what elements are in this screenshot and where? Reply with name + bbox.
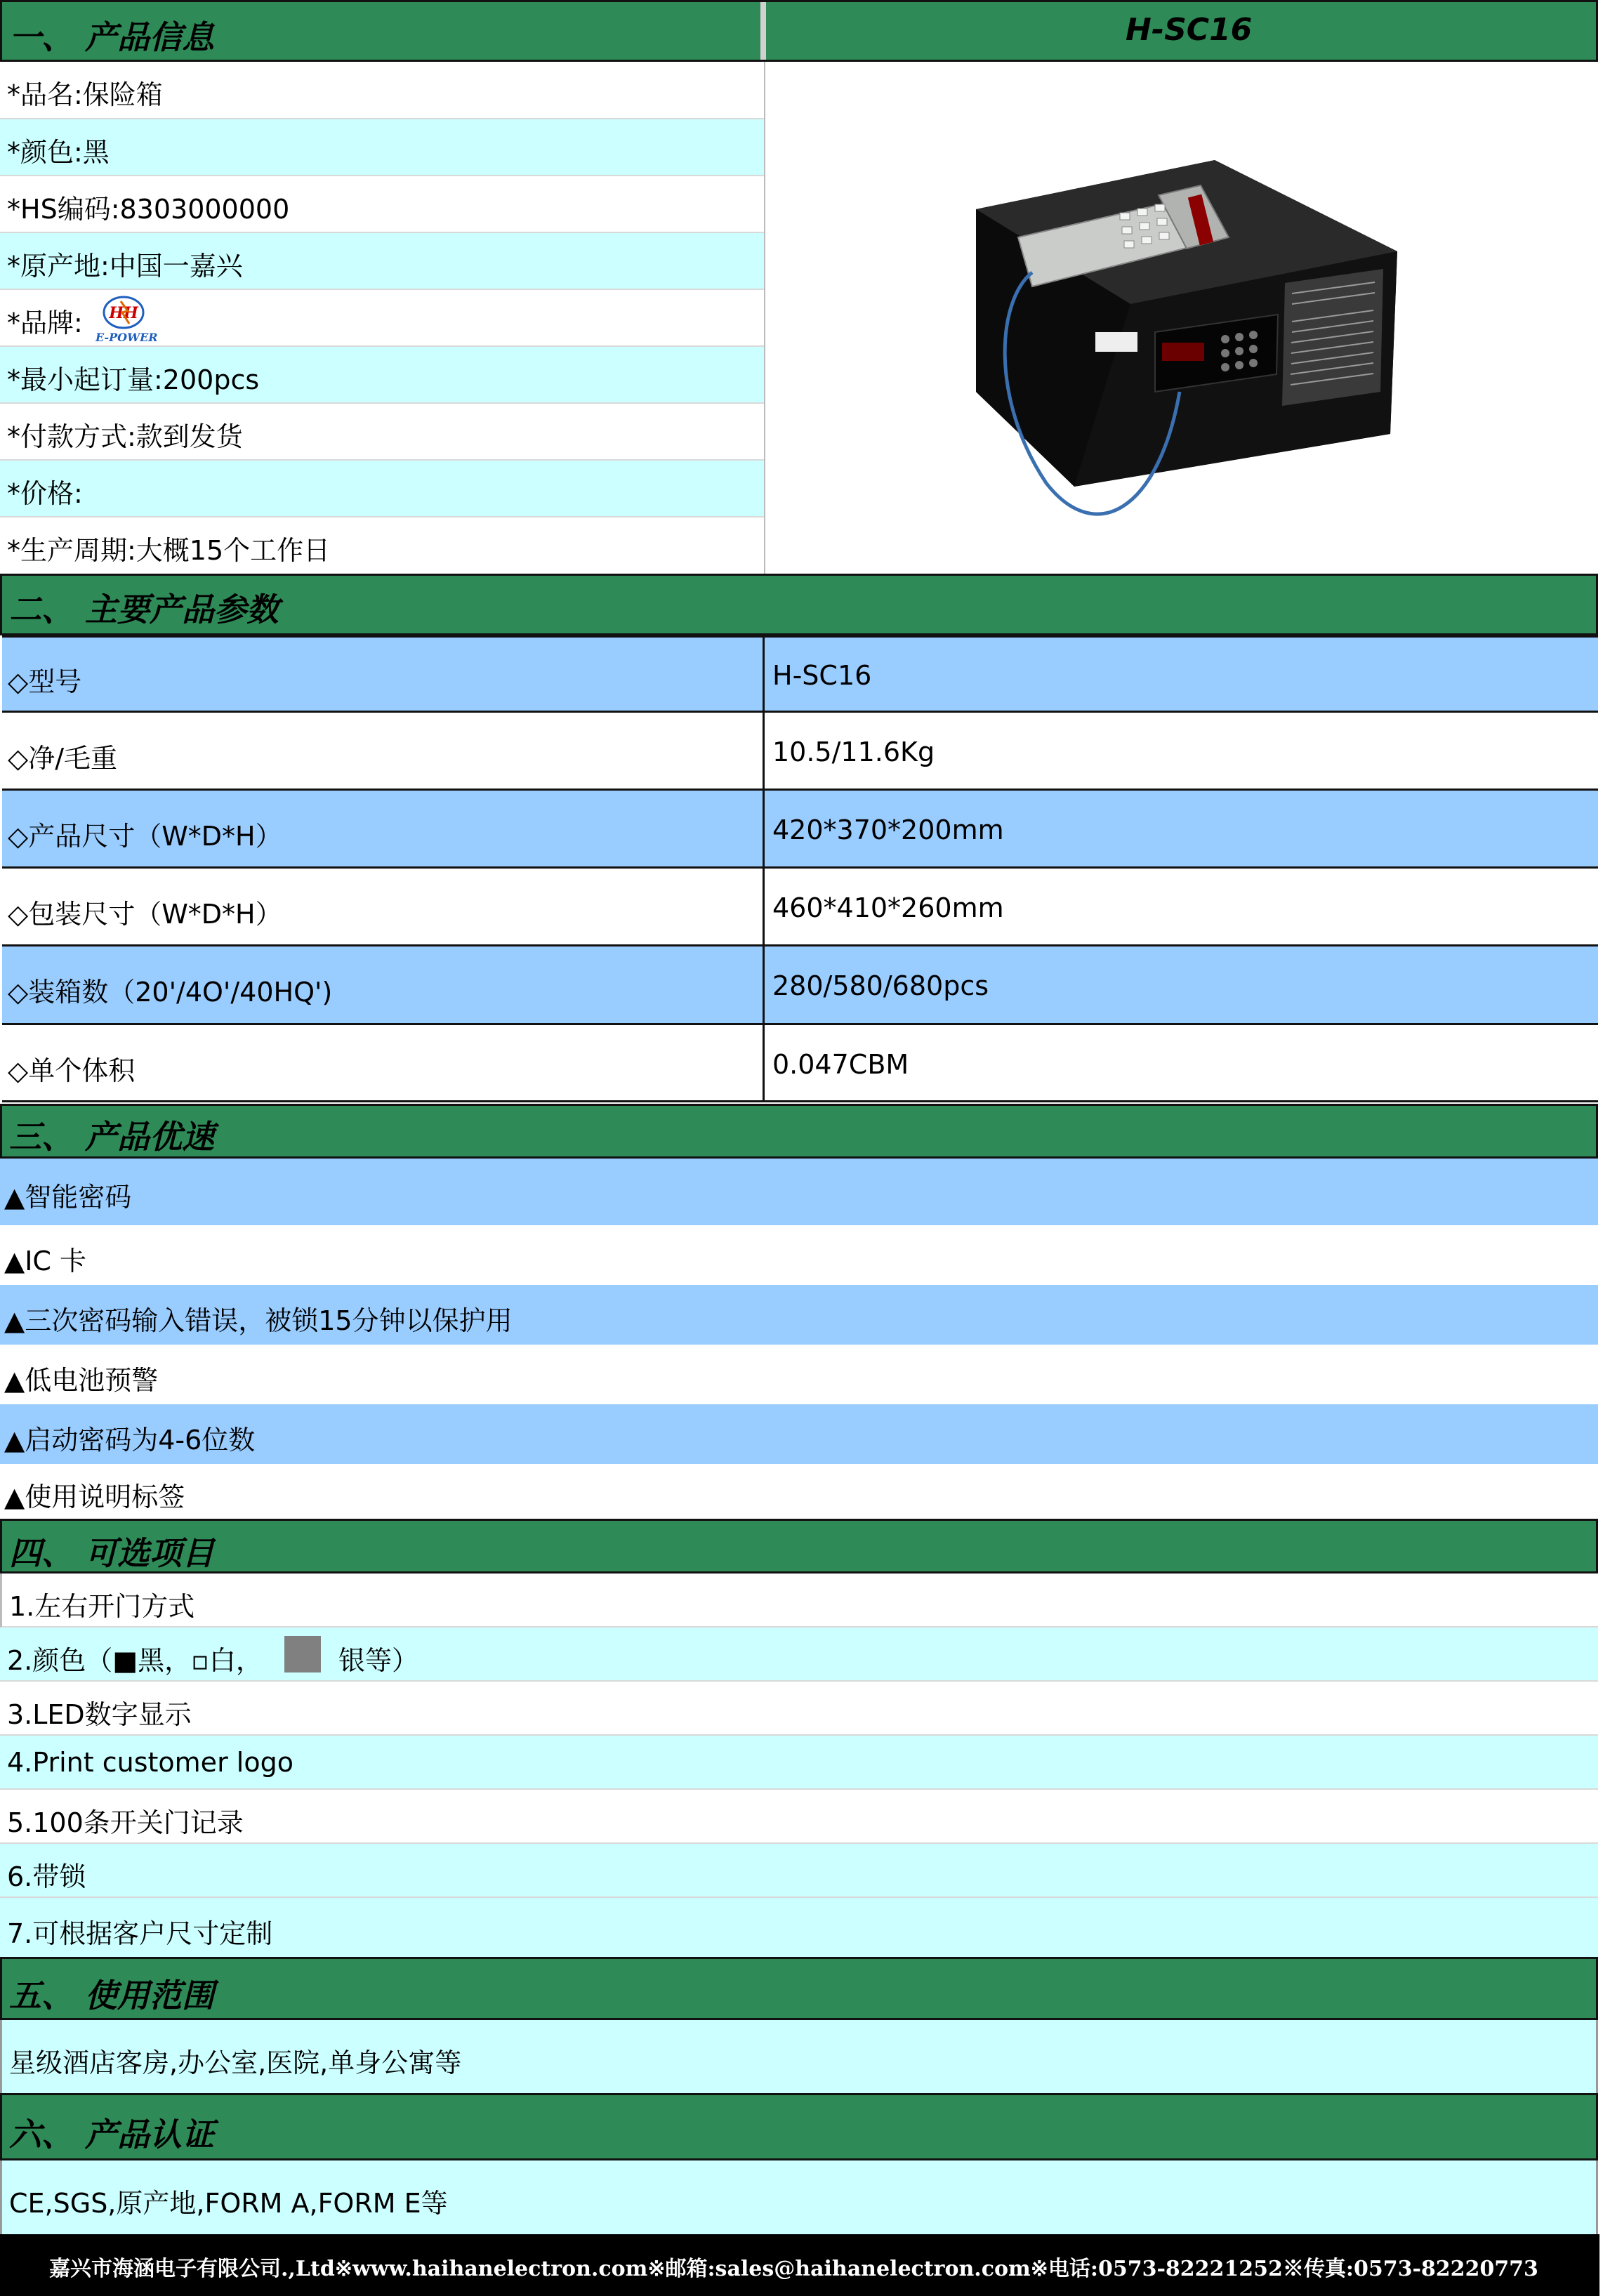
param-row: ◇装箱数（20'/4O'/40HQ') 280/580/680pcs (2, 946, 1598, 1025)
feature-item: ▲IC 卡 (0, 1225, 1598, 1285)
section-2-title: 二、 主要产品参数 (9, 591, 279, 628)
section-6-header (0, 2093, 1598, 2160)
product-image (764, 62, 1599, 574)
feature-item: ▲智能密码 (0, 1159, 1598, 1225)
info-row: *最小起订量:200pcs (0, 347, 764, 404)
section-6-title: 六、 产品认证 (9, 2116, 215, 2153)
info-row: *付款方式:款到发货 (0, 404, 764, 461)
company-footer (0, 2234, 1599, 2296)
param-row: ◇型号 H-SC16 (2, 638, 1598, 713)
color-suffix: 银等） (338, 1645, 419, 1676)
model-header: H-SC16 (1126, 12, 1253, 48)
svg-text:HH: HH (109, 304, 138, 322)
option-item: 7.可根据客户尺寸定制 (0, 1898, 1598, 1957)
option-item: 4.Print customer logo (0, 1736, 1598, 1790)
feature-item: ▲低电池预警 (0, 1345, 1598, 1404)
brand-logo-text: E-POWER (95, 331, 158, 344)
param-row: ◇产品尺寸（W*D*H） 420*370*200mm (2, 791, 1598, 869)
brand-logo (93, 293, 163, 345)
info-row-brand: *品牌: HH E-POWER (0, 290, 764, 347)
param-row: ◇包装尺寸（W*D*H） 460*410*260mm (2, 869, 1598, 946)
section-5-header (0, 1957, 1598, 2020)
usage-scope: 星级酒店客房,办公室,医院,单身公寓等 (0, 2020, 1598, 2093)
option-item-color: 2.颜色（■黑，▫白， 银等） (0, 1628, 1598, 1682)
info-row: *原产地:中国一嘉兴 (0, 233, 764, 290)
section-4-title: 四、 可选项目 (9, 1534, 215, 1572)
info-row: *生产周期:大概15个工作日 (0, 517, 764, 574)
option-item: 6.带锁 (0, 1844, 1598, 1898)
option-item: 3.LED数字显示 (0, 1682, 1598, 1736)
section-3-title: 三、 产品优速 (9, 1118, 215, 1156)
section-1-header (0, 0, 1598, 62)
section-1-title: 一、 产品信息 (9, 18, 215, 56)
header-divider (760, 2, 766, 60)
feature-item: ▲启动密码为4-6位数 (0, 1404, 1598, 1464)
section-3-header (0, 1104, 1598, 1159)
section-5-title: 五、 使用范围 (9, 1977, 215, 2014)
option-item: 1.左右开门方式 (0, 1573, 1598, 1628)
info-row: *价格: (0, 461, 764, 517)
option-item: 5.100条开关门记录 (0, 1790, 1598, 1844)
param-row: ◇净/毛重 10.5/11.6Kg (2, 713, 1598, 791)
param-row: ◇单个体积 0.047CBM (2, 1025, 1598, 1102)
info-row: *品名:保险箱 (0, 62, 764, 119)
info-row: *颜色:黑 (0, 119, 764, 176)
footer-text: 嘉兴市海涵电子有限公司.,Ltd※www.haihanelectron.com※邮箱:sales@haihanelectron.com※电话:0573-82221252※传真:0573-82220773 (49, 2257, 1538, 2281)
info-row: *HS编码:8303000000 (0, 176, 764, 233)
section-2-header (0, 574, 1598, 635)
feature-item: ▲使用说明标签 (0, 1464, 1598, 1519)
silver-swatch (284, 1636, 321, 1672)
certification: CE,SGS,原产地,FORM A,FORM E等 (0, 2160, 1598, 2234)
feature-item: ▲三次密码输入错误，被锁15分钟以保护用 (0, 1285, 1598, 1345)
section-4-header (0, 1519, 1598, 1573)
